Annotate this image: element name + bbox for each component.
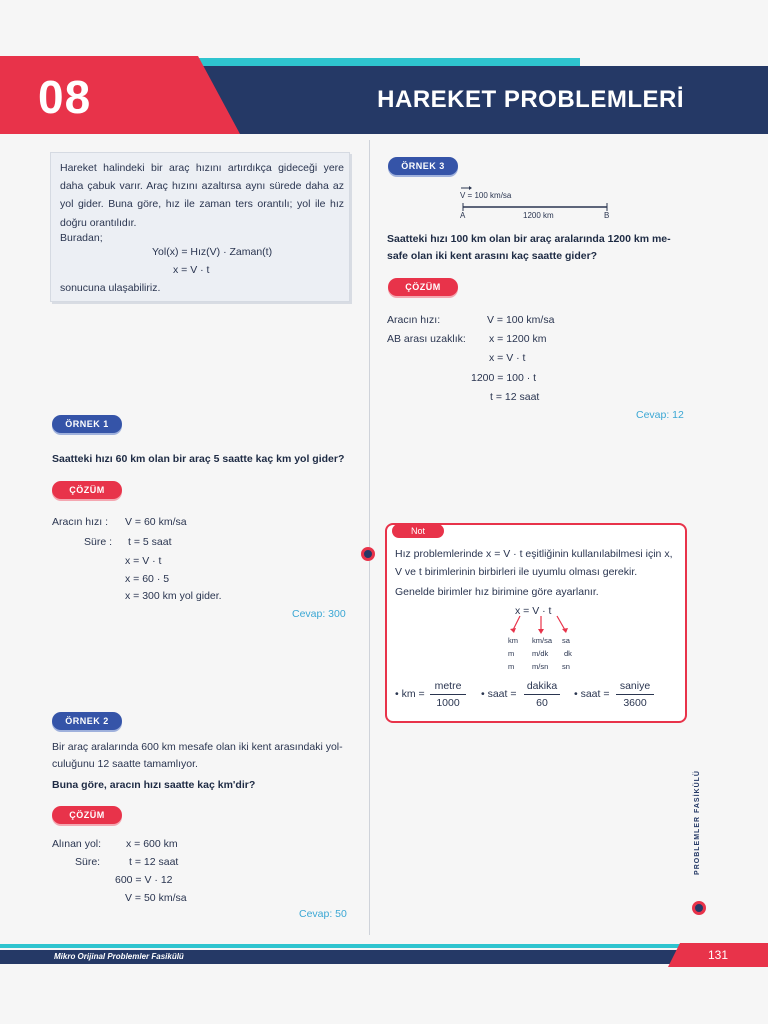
conversion-lhs: • saat = <box>481 688 517 700</box>
solution-label: Süre : <box>84 536 113 548</box>
page-number: 131 <box>708 948 729 962</box>
example-2-question-line-1: Bir araç aralarında 600 km mesafe olan iki kent arasındaki yol- <box>52 741 343 753</box>
fraction-denominator: 1000 <box>436 697 460 709</box>
brand-logo-icon <box>692 901 706 915</box>
info-formula-1: Yol(x) = Hız(V) · Zaman(t) <box>152 246 273 258</box>
footer-accent-stripe <box>0 944 768 948</box>
conversion-lhs: • km = <box>395 688 425 700</box>
unit-cell: dk <box>564 649 572 658</box>
footer-series-name: Mikro Orijinal Problemler Fasikülü <box>54 952 184 961</box>
unit-cell: km <box>508 636 518 645</box>
fraction-numerator: dakika <box>526 680 558 692</box>
unit-cell: m <box>508 649 515 658</box>
diagram-point-b: B <box>604 211 610 220</box>
info-conclusion: sonucuna ulaşabiliriz. <box>60 282 161 294</box>
diagram-point-a: A <box>460 211 466 220</box>
chapter-tab <box>0 56 240 134</box>
example-2-solution-badge: ÇÖZÜM <box>52 806 122 824</box>
example-3-badge: ÖRNEK 3 <box>388 157 458 175</box>
solution-value: t = 12 saat <box>129 856 179 868</box>
brand-logo-icon <box>361 547 375 561</box>
unit-cell: m <box>508 662 515 671</box>
note-formula: x = V · t <box>515 605 552 617</box>
solution-value: t = 12 saat <box>490 391 540 403</box>
note-line-3: Genelde birimler hız birimine göre ayarlanır. <box>395 586 599 598</box>
unit-cell: m/dk <box>532 649 549 658</box>
example-2-question: Buna göre, aracın hızı saatte kaç km'dir? <box>52 779 256 791</box>
conversion-fraction <box>430 680 466 709</box>
example-3-question-line-2: safe olan iki kent arasını kaç saatte gider? <box>387 250 598 262</box>
fraction-bar <box>430 694 466 695</box>
unit-cell: km/sa <box>532 636 553 645</box>
fraction-bar <box>616 694 654 695</box>
conversion-lhs: • saat = <box>574 688 610 700</box>
solution-value: x = V · t <box>489 352 526 364</box>
solution-label: Alınan yol: <box>52 838 102 850</box>
page-title: HAREKET PROBLEMLERİ <box>377 86 684 113</box>
solution-value: t = 5 saat <box>128 536 172 548</box>
example-1-badge: ÖRNEK 1 <box>52 415 122 433</box>
unit-cell: sn <box>562 662 570 671</box>
fraction-numerator: metre <box>434 680 462 692</box>
solution-value: 600 = V · 12 <box>115 874 173 886</box>
fraction-bar <box>524 694 560 695</box>
solution-value: x = 1200 km <box>489 333 547 345</box>
info-formula-2: x = V · t <box>173 264 210 276</box>
note-tag: Not <box>392 524 444 538</box>
column-divider <box>369 140 370 935</box>
example-1-question: Saatteki hızı 60 km olan bir araç 5 saatte kaç km yol gider? <box>52 453 345 465</box>
solution-label: AB arası uzaklık: <box>387 333 466 345</box>
fraction-numerator: saniye <box>619 680 651 692</box>
solution-value: V = 50 km/sa <box>125 892 187 904</box>
unit-cell: m/sn <box>532 662 549 671</box>
side-series-title: PROBLEMLER FASİKÜLÜ <box>694 770 701 875</box>
solution-value: x = 60 · 5 <box>125 573 170 585</box>
example-3-question-line-1: Saatteki hızı 100 km olan bir araç aralarında 1200 km me- <box>387 233 671 245</box>
example-3-answer: Cevap: 12 <box>636 409 684 421</box>
solution-label: Aracın hızı : <box>52 516 109 528</box>
fraction-denominator: 3600 <box>623 697 647 709</box>
solution-value: V = 60 km/sa <box>125 516 187 528</box>
note-line-2: V ve t birimlerinin birbirleri ile uyumlu olması gerekir. <box>395 566 638 578</box>
conversion-fraction <box>524 680 560 709</box>
solution-value: x = V · t <box>125 555 162 567</box>
example-2-badge: ÖRNEK 2 <box>52 712 122 730</box>
solution-value: V = 100 km/sa <box>487 314 555 326</box>
solution-label: Süre: <box>75 856 101 868</box>
example-1-answer: Cevap: 300 <box>292 608 346 620</box>
example-3-solution-badge: ÇÖZÜM <box>388 278 458 296</box>
info-from-here: Buradan; <box>60 232 103 244</box>
solution-value: x = 600 km <box>126 838 178 850</box>
example-1-solution-badge: ÇÖZÜM <box>52 481 122 499</box>
fraction-denominator: 60 <box>536 697 548 709</box>
solution-value: 1200 = 100 · t <box>471 372 537 384</box>
note-line-1: Hız problemlerinde x = V · t eşitliğinin kullanılabilmesi için x, <box>395 548 673 560</box>
diagram-velocity: V = 100 km/sa <box>460 191 512 200</box>
chapter-number: 08 <box>38 71 92 123</box>
diagram-distance: 1200 km <box>523 211 554 220</box>
example-2-answer: Cevap: 50 <box>299 908 347 920</box>
solution-label: Aracın hızı: <box>387 314 441 326</box>
info-paragraph: Hareket halindeki bir araç hızını artırdıkça gideceği yere daha çabuk varır. Araç hızını azaltırsa aynı sürede daha az yol gider. Buna göre, hız ile zaman ters orantılı; yol ile hız doğru orantılıdır. <box>60 162 344 229</box>
conversion-fraction <box>616 680 654 709</box>
example-2-question-line-2: culuğunu 12 saatte tamamlıyor. <box>52 758 198 770</box>
unit-arrows <box>505 612 585 634</box>
unit-cell: sa <box>562 636 570 645</box>
solution-value: x = 300 km yol gider. <box>125 590 222 602</box>
